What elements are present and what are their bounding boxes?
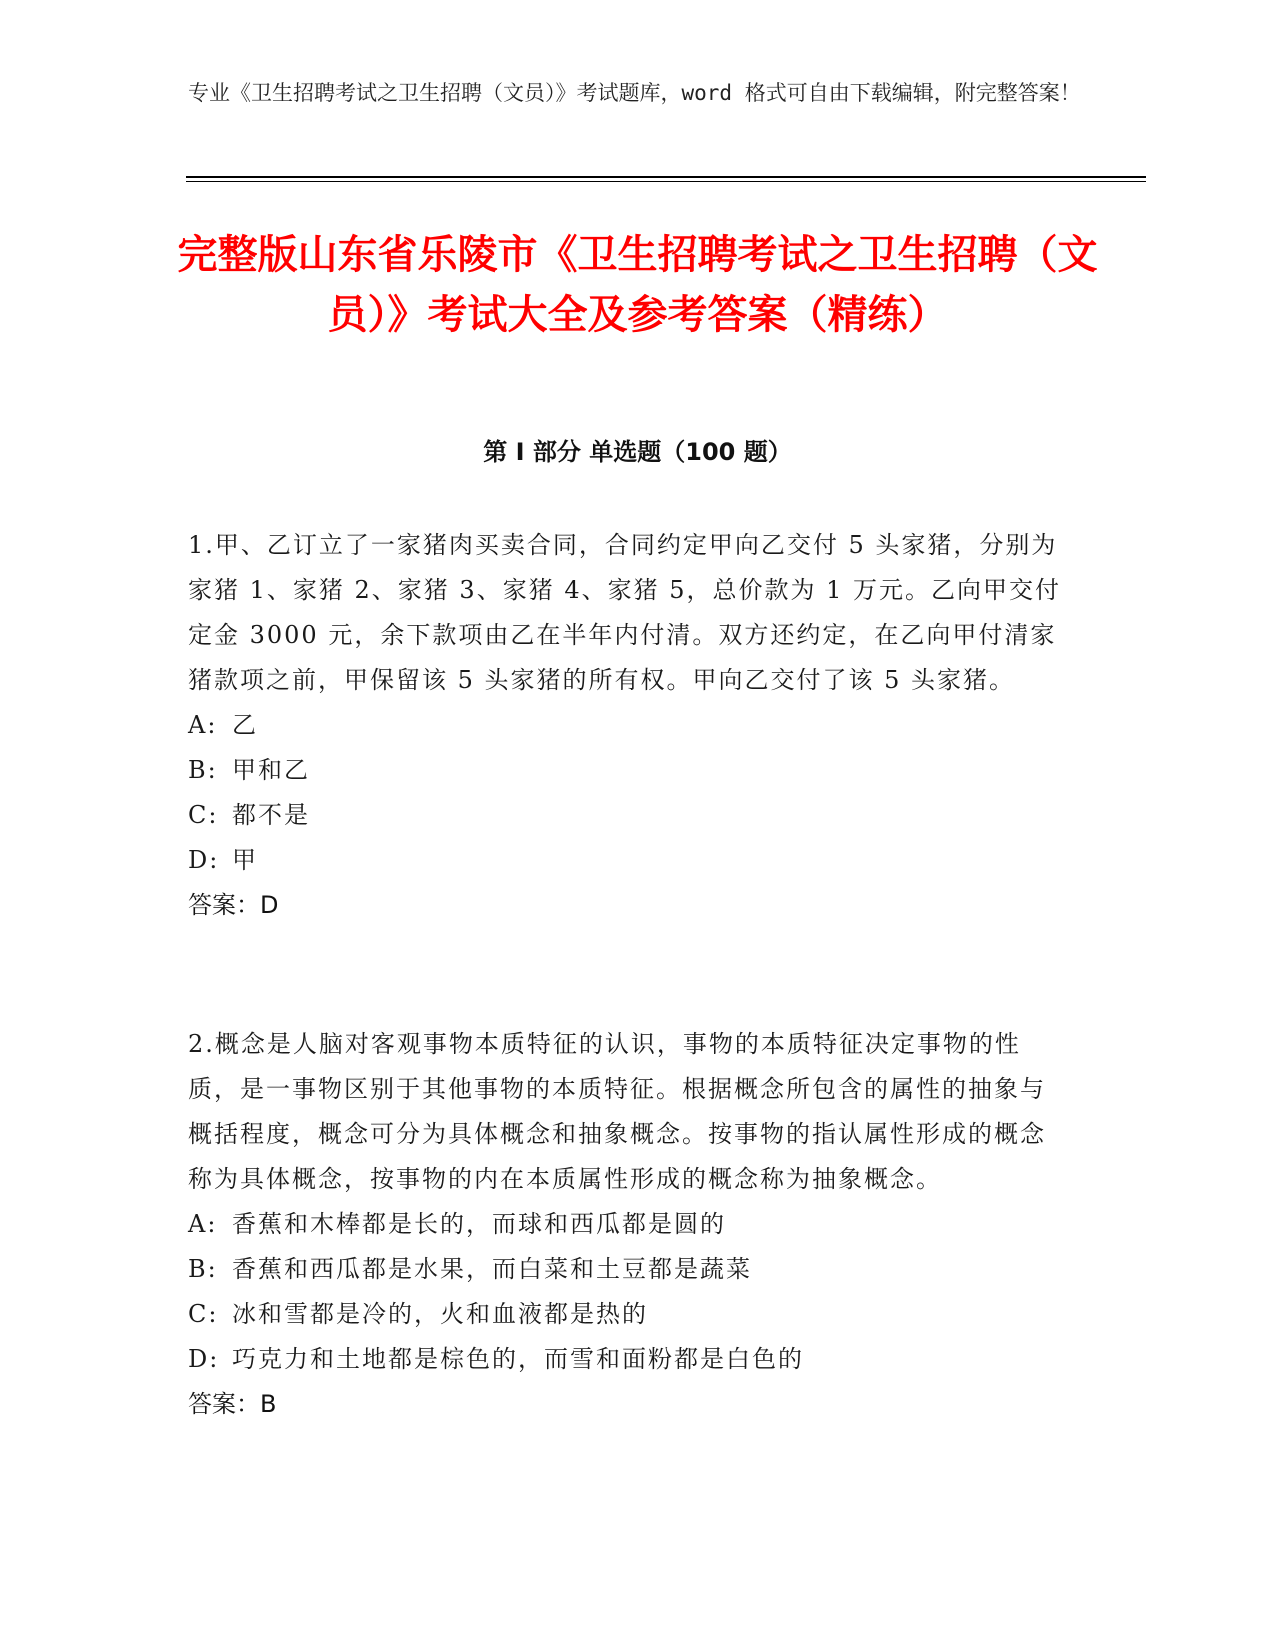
option-text: 乙 [232, 711, 258, 739]
option-d [188, 1337, 1068, 1382]
header-rule-thick [186, 176, 1146, 178]
option-a [188, 703, 1068, 748]
option-key: B: [188, 1255, 218, 1283]
question-2 [188, 1022, 1068, 1427]
answer: 答案：D [188, 891, 279, 919]
option-a [188, 1202, 1068, 1247]
question-stem: 2.概念是人脑对客观事物本质特征的认识，事物的本质特征决定事物的性质，是一事物区别于其他事物的本质特征。根据概念所包含的属性的抽象与概括程度，概念可分为具体概念和抽象概念。按事物的指认属性形成的概念称为具体概念，按事物的内在本质属性形成的概念称为抽象概念。 [188, 1030, 1046, 1193]
option-key: A: [188, 1210, 218, 1238]
section-title: 第 I 部分 单选题（100 题） [483, 438, 792, 466]
option-text: 甲和乙 [232, 756, 310, 784]
option-text: 冰和雪都是冷的，火和血液都是热的 [232, 1300, 648, 1328]
option-key: B: [188, 756, 218, 784]
answer: 答案：B [188, 1390, 277, 1418]
option-text: 巧克力和土地都是棕色的，而雪和面粉都是白色的 [232, 1345, 804, 1373]
option-key: C: [188, 801, 219, 829]
option-text: 甲 [232, 846, 258, 874]
question-1 [188, 523, 1068, 928]
option-text: 香蕉和西瓜都是水果，而白菜和土豆都是蔬菜 [232, 1255, 752, 1283]
header-note: 专业《卫生招聘考试之卫生招聘（文员）》考试题库，word 格式可自由下载编辑，附完整答案！ [188, 81, 1081, 105]
option-text: 都不是 [232, 801, 310, 829]
document-title: 完整版山东省乐陵市《卫生招聘考试之卫生招聘（文员）》考试大全及参考答案（精练） [177, 232, 1098, 338]
question-stem: 1.甲、乙订立了一家猪肉买卖合同，合同约定甲向乙交付 5 头家猪，分别为家猪 1、家猪 2、家猪 3、家猪 4、家猪 5，总价款为 1 万元。乙向甲交付定金 3000 元，余下款项由乙在半年内付清。双方还约定，在乙向甲付清家猪款项之前，甲保留该 5 头家猪的所有权。甲向乙交付了该 5 头家猪。 [188, 531, 1062, 694]
option-key: D: [188, 1345, 220, 1373]
option-key: C: [188, 1300, 219, 1328]
option-b [188, 748, 1068, 793]
header-rule-thin [186, 181, 1146, 182]
option-key: A: [188, 711, 218, 739]
option-key: D: [188, 846, 220, 874]
option-c [188, 1292, 1068, 1337]
option-c [188, 793, 1068, 838]
option-b [188, 1247, 1068, 1292]
option-d [188, 838, 1068, 883]
option-text: 香蕉和木棒都是长的，而球和西瓜都是圆的 [232, 1210, 726, 1238]
